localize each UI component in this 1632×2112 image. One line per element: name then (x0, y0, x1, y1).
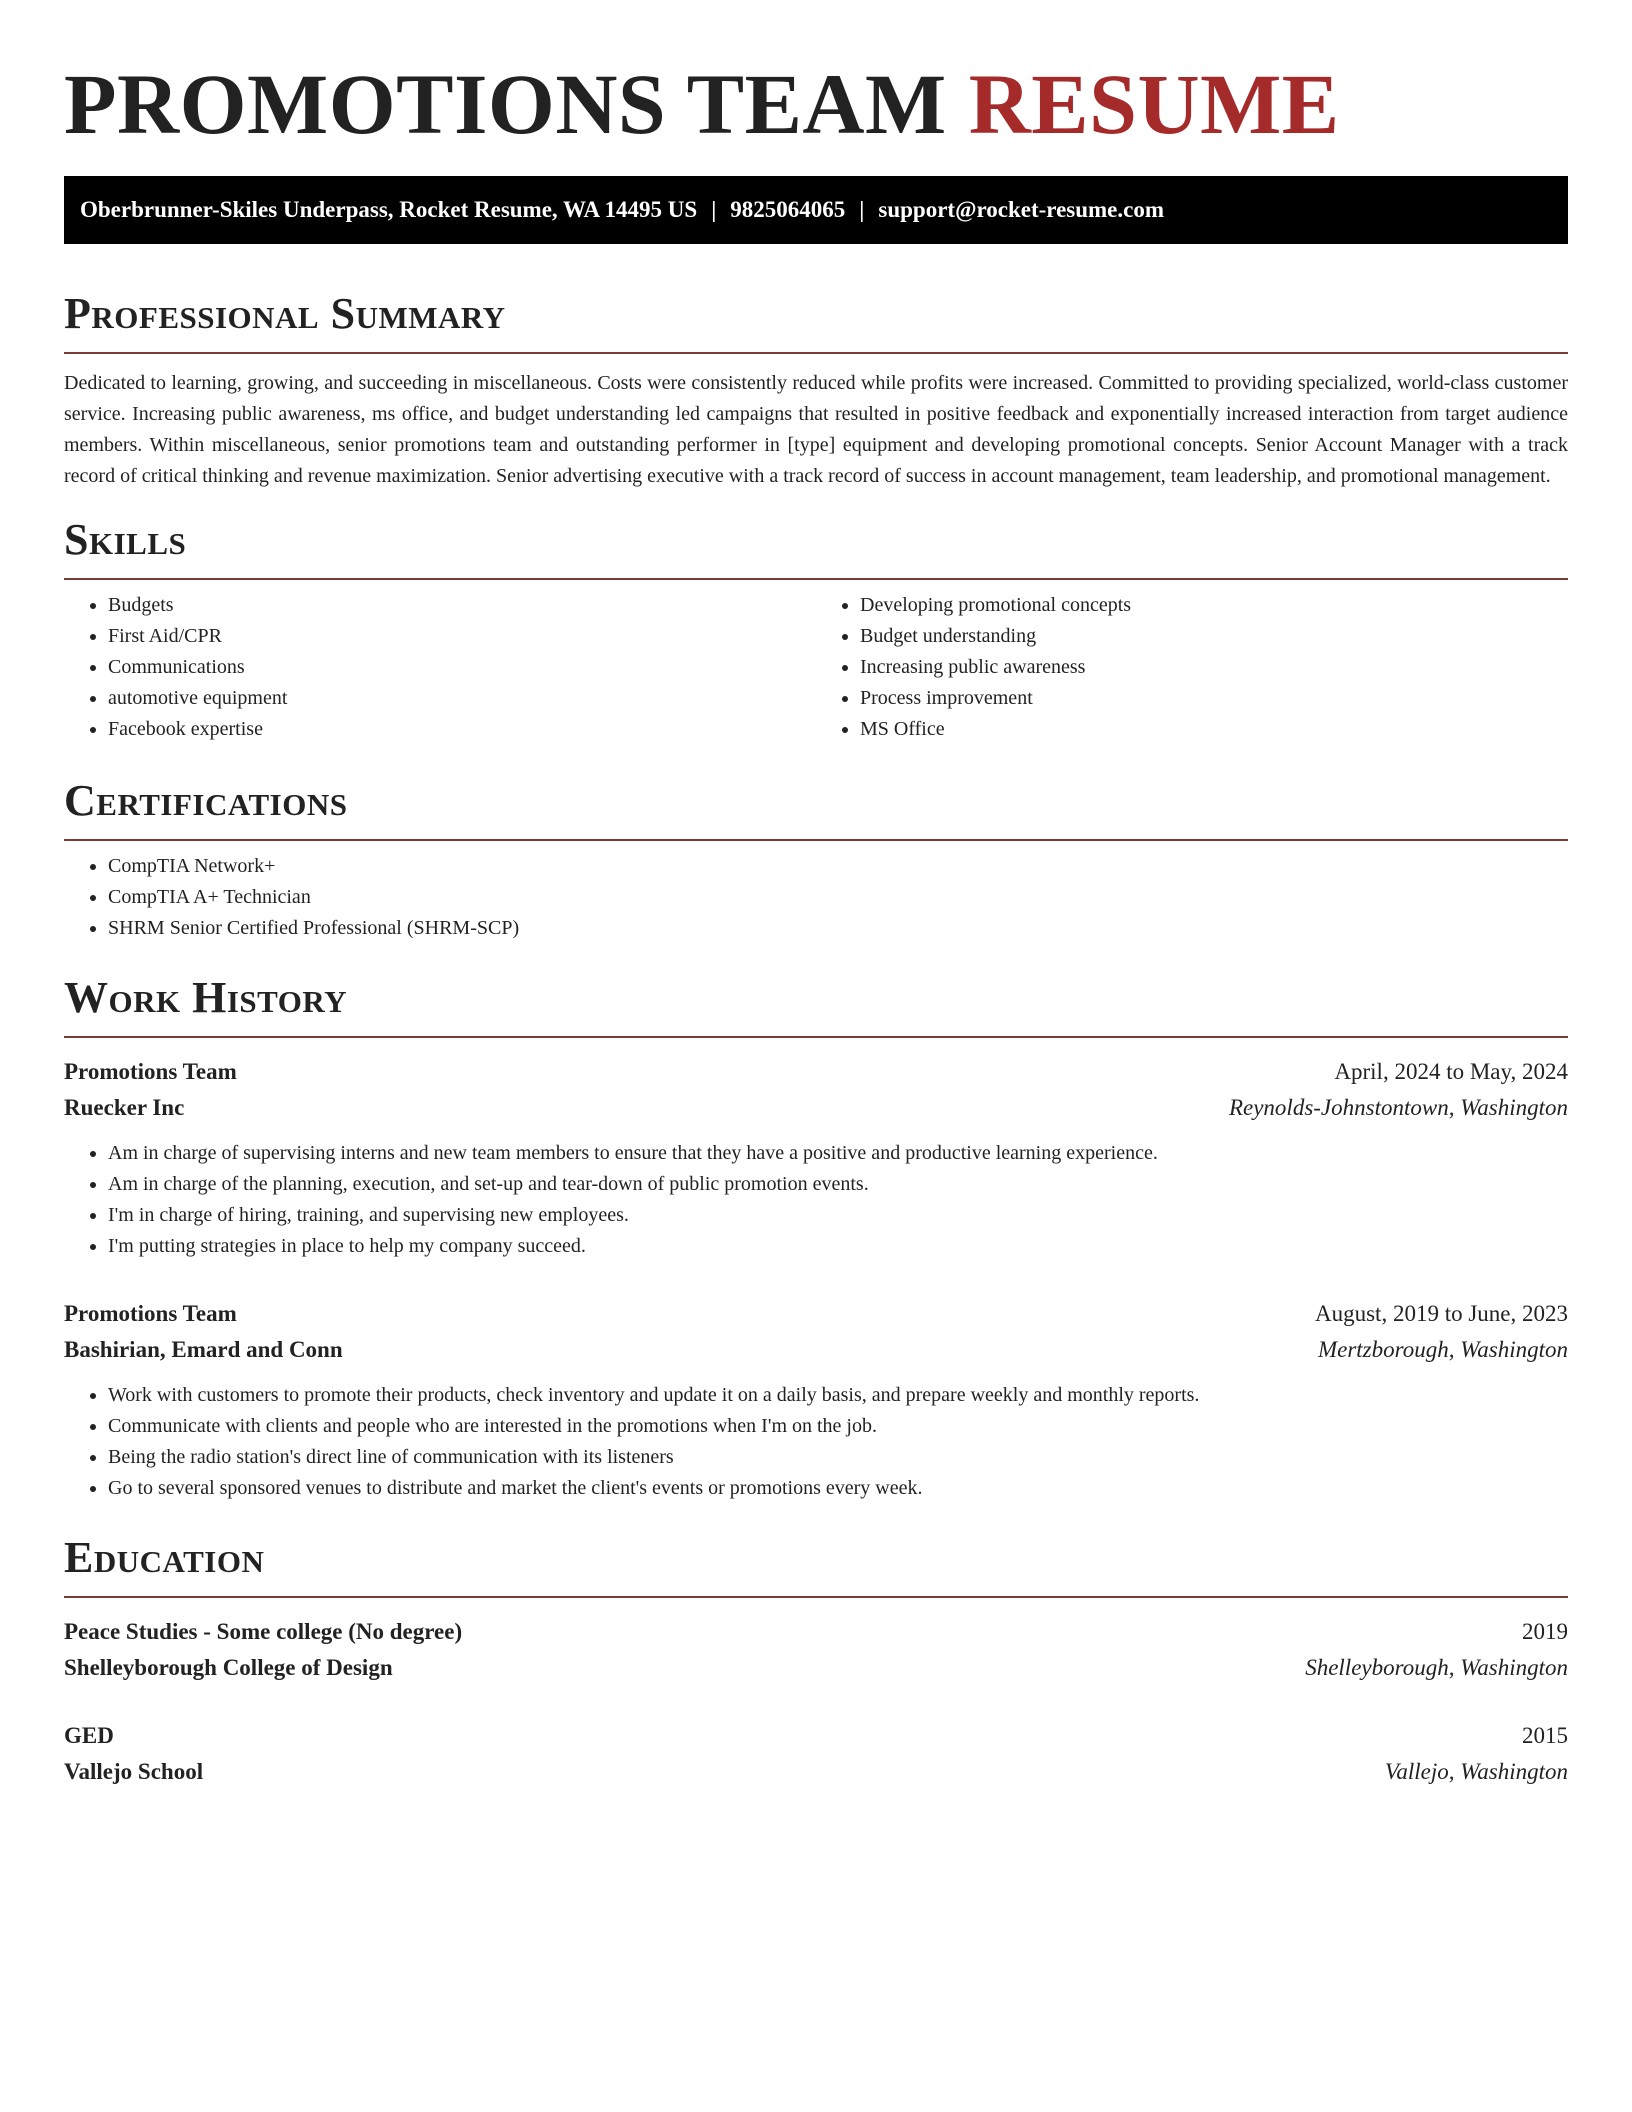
summary-text: Dedicated to learning, growing, and succeeding in miscellaneous. Costs were consistently reduced while profits were increased. Committed to providing specialized, world-class customer service. Increasing public awareness, ms office, and budget understanding led campaigns that resulted in positive feedback and exponentially increased interaction from target audience members. Within miscellaneous, senior promotions team and outstanding performer in [type] equipment and developing promotional concepts. Senior Account Manager with a track record of critical thinking and revenue maximization. Senior advertising executive with a track record of success in account management, team leadership, and promotional management. (64, 372, 1568, 487)
contact-separator: | (859, 197, 865, 222)
education-degree: Peace Studies - Some college (No degree) (64, 1619, 463, 1644)
education-section (64, 1532, 1568, 1790)
skills-section (64, 514, 1568, 745)
education-school: Vallejo School (64, 1759, 204, 1784)
skills-list-right (816, 590, 1568, 745)
job-company: Ruecker Inc (64, 1095, 185, 1120)
job-bullets (64, 1138, 1568, 1262)
section-divider (64, 352, 1568, 354)
job-location: Mertzborough, Washington (1317, 1337, 1568, 1362)
resume-title-main: PROMOTIONS TEAM (64, 56, 947, 152)
job-header-row (64, 1054, 1568, 1090)
job-location: Reynolds-Johnstontown, Washington (1228, 1095, 1568, 1120)
contact-phone: 9825064065 (730, 197, 846, 222)
education-school-row (64, 1754, 1568, 1790)
contact-separator: | (711, 197, 717, 222)
contact-bar (64, 176, 1568, 244)
job-bullet: • Being the radio station's direct line of communication with its listeners (108, 1442, 1568, 1473)
work-history-heading: Work History (64, 973, 348, 1022)
job-bullet: • Go to several sponsored venues to distribute and market the client's events or promotions every week. (108, 1473, 1568, 1504)
summary-heading: Professional Summary (64, 289, 506, 338)
skill-item: • Increasing public awareness (860, 652, 1568, 683)
certifications-list (64, 851, 1568, 944)
section-divider (64, 1036, 1568, 1038)
job-company-row (64, 1332, 1568, 1368)
skill-item: • First Aid/CPR (108, 621, 816, 652)
education-year: 2019 (1522, 1619, 1568, 1644)
job-bullet: • I'm putting strategies in place to help my company succeed. (108, 1231, 1568, 1262)
job-bullet: • Communicate with clients and people who are interested in the promotions when I'm on the job. (108, 1411, 1568, 1442)
education-school: Shelleyborough College of Design (64, 1655, 393, 1680)
resume-title (64, 0, 1568, 154)
education-degree-row (64, 1614, 1568, 1650)
job-dates: August, 2019 to June, 2023 (1315, 1301, 1568, 1326)
work-history-section (64, 972, 1568, 1504)
education-degree: GED (64, 1723, 114, 1748)
education-location: Vallejo, Washington (1384, 1759, 1568, 1784)
job-header-row (64, 1296, 1568, 1332)
education-entry (64, 1614, 1568, 1686)
certifications-section (64, 775, 1568, 944)
job-title: Promotions Team (64, 1301, 237, 1326)
certifications-heading: Certifications (64, 776, 348, 825)
job-entry (64, 1296, 1568, 1504)
job-bullets (64, 1380, 1568, 1504)
section-divider (64, 1596, 1568, 1598)
job-company: Bashirian, Emard and Conn (64, 1337, 343, 1362)
skill-item: • Budget understanding (860, 621, 1568, 652)
skill-item: • Facebook expertise (108, 714, 816, 745)
education-degree-row (64, 1718, 1568, 1754)
resume-title-accent: RESUME (968, 56, 1340, 152)
job-bullet: • Work with customers to promote their products, check inventory and update it on a daily basis, and prepare weekly and monthly reports. (108, 1380, 1568, 1411)
skill-item: • Process improvement (860, 683, 1568, 714)
job-bullet: • Am in charge of supervising interns and new team members to ensure that they have a positive and productive learning experience. (108, 1138, 1568, 1169)
contact-address: Oberbrunner-Skiles Underpass, Rocket Resume, WA 14495 US (80, 197, 698, 222)
skill-item: • automotive equipment (108, 683, 816, 714)
education-year: 2015 (1522, 1723, 1568, 1748)
resume-page (64, 0, 1568, 1790)
skill-item: • Budgets (108, 590, 816, 621)
certification-item: • CompTIA A+ Technician (108, 882, 1568, 913)
summary-section (64, 288, 1568, 492)
job-dates: April, 2024 to May, 2024 (1334, 1059, 1568, 1084)
contact-email: support@rocket-resume.com (878, 197, 1165, 222)
skill-item: • Developing promotional concepts (860, 590, 1568, 621)
education-location: Shelleyborough, Washington (1305, 1655, 1568, 1680)
job-bullet: • I'm in charge of hiring, training, and supervising new employees. (108, 1200, 1568, 1231)
certification-item: • CompTIA Network+ (108, 851, 1568, 882)
job-company-row (64, 1090, 1568, 1126)
skills-grid (64, 580, 1568, 745)
education-school-row (64, 1650, 1568, 1686)
skills-heading: Skills (64, 515, 187, 564)
job-bullet: • Am in charge of the planning, execution, and set-up and tear-down of public promotion events. (108, 1169, 1568, 1200)
skills-list-left (64, 590, 816, 745)
education-heading: Education (64, 1533, 265, 1582)
skill-item: • MS Office (860, 714, 1568, 745)
section-divider (64, 839, 1568, 841)
skill-item: • Communications (108, 652, 816, 683)
education-entry (64, 1718, 1568, 1790)
certification-item: • SHRM Senior Certified Professional (SHRM-SCP) (108, 913, 1568, 944)
job-title: Promotions Team (64, 1059, 237, 1084)
job-entry (64, 1054, 1568, 1262)
